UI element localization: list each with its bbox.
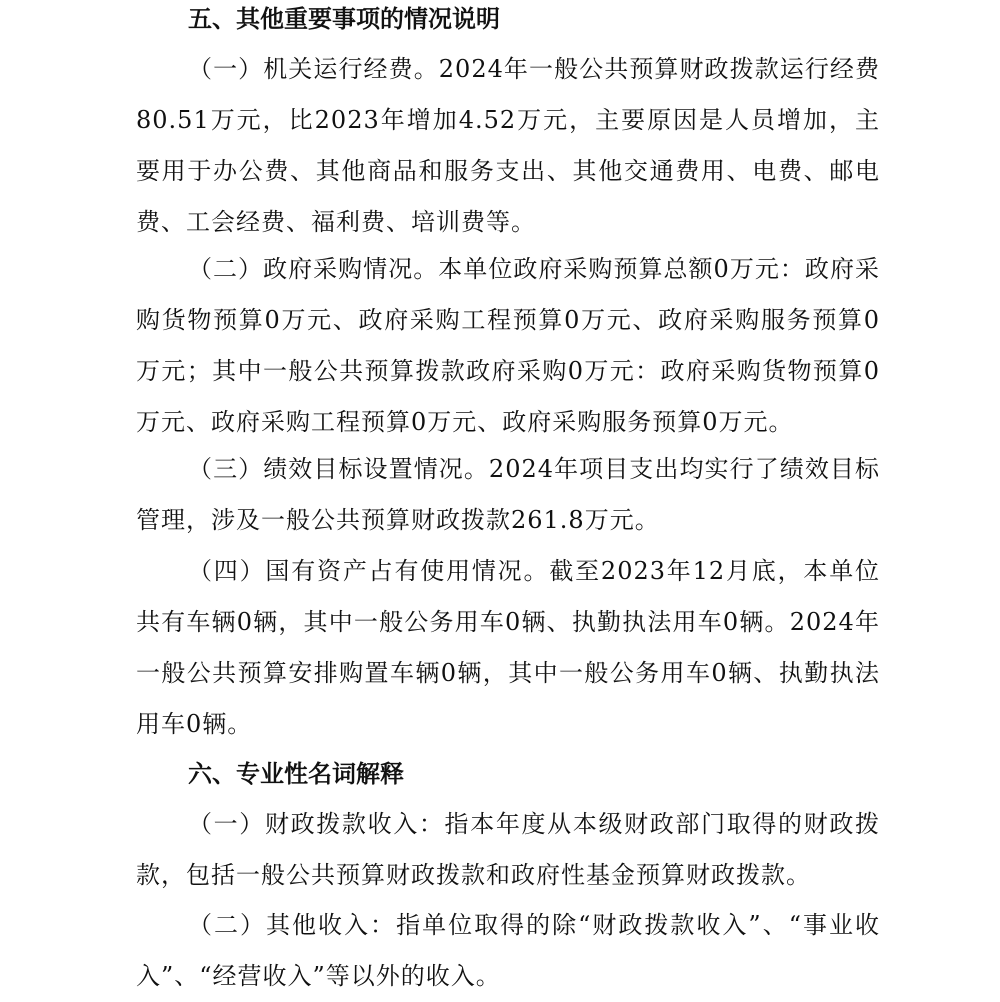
paragraph-text: 指单位取得的除“财政拨款收入”、“事业收入”、“经营收入”等以外的收入。: [136, 911, 881, 990]
paragraph-label: （二）其他收入：: [188, 911, 397, 939]
paragraph-government-procurement: [136, 244, 880, 448]
paragraph-label: （一）财政拨款收入：: [188, 810, 445, 838]
paragraph-operating-expenses: [136, 44, 880, 248]
paragraph-state-assets: [136, 546, 880, 750]
paragraph-other-income: [136, 900, 880, 1002]
paragraph-label: （一）机关运行经费。: [188, 55, 439, 83]
paragraph-text: 本单位政府采购预算总额0万元：政府采购货物预算0万元、政府采购工程预算0万元、政府采购服务预算0万元；其中一般公共预算拨款政府采购0万元：政府采购货物预算0万元、政府采购工程预算0万元、政府采购服务预算0万元。: [136, 255, 880, 436]
paragraph-label: （四）国有资产占有使用情况。: [188, 557, 550, 585]
section-heading-terminology: 六、专业性名词解释: [188, 760, 404, 788]
paragraph-fiscal-appropriation-income: [136, 799, 880, 901]
paragraph-label: （二）政府采购情况。: [188, 255, 439, 283]
paragraph-text: 2024年项目支出均实行了绩效目标管理，涉及一般公共预算财政拨款261.8万元。: [136, 455, 880, 534]
paragraph-label: （三）绩效目标设置情况。: [188, 455, 489, 483]
paragraph-text: 指本年度从本级财政部门取得的财政拨款，包括一般公共预算财政拨款和政府性基金预算财政拨款。: [136, 810, 881, 889]
paragraph-performance-targets: [136, 444, 880, 546]
paragraph-text: 2024年一般公共预算财政拨款运行经费80.51万元，比2023年增加4.52万元，主要原因是人员增加，主要用于办公费、其他商品和服务支出、其他交通费用、电费、邮电费、工会经费、福利费、培训费等。: [136, 55, 881, 236]
section-heading-other-matters: 五、其他重要事项的情况说明: [188, 5, 500, 33]
paragraph-text: 截至2023年12月底，本单位共有车辆0辆，其中一般公务用车0辆、执勤执法用车0辆。2024年一般公共预算安排购置车辆0辆，其中一般公务用车0辆、执勤执法用车0辆。: [136, 557, 881, 738]
